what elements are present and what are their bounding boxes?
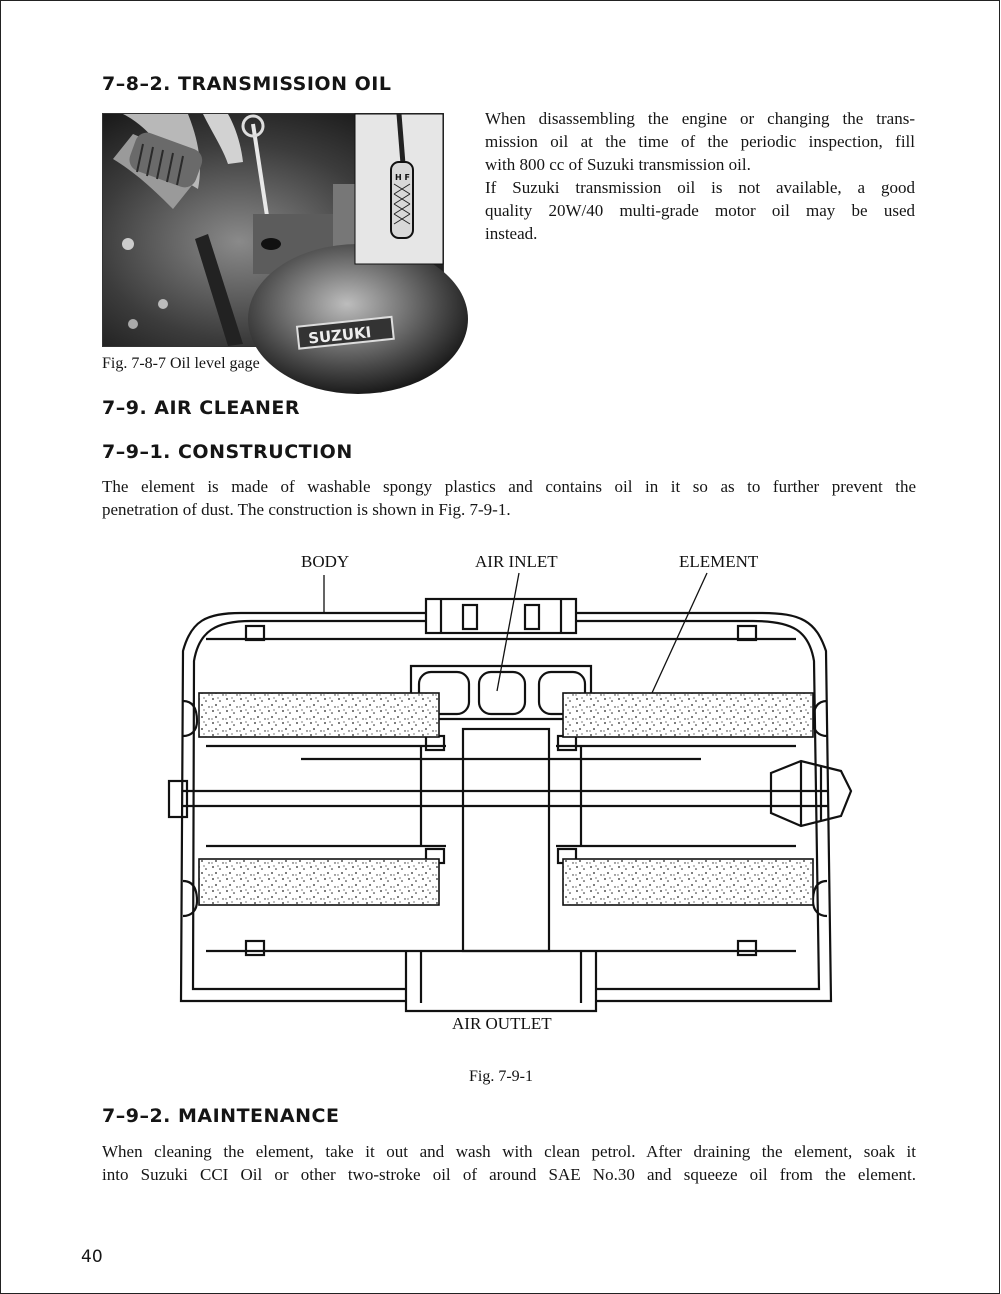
text-line: with 800 cc of Suzuki transmission oil.: [485, 155, 751, 174]
transmission-oil-paragraph: [485, 107, 915, 245]
heading-transmission-oil: 7–8–2. TRANSMISSION OIL: [102, 73, 392, 95]
text-line: mission oil at the time of the periodic inspection, fill: [485, 132, 915, 151]
diagram-caption: Fig. 7-9-1: [469, 1068, 533, 1085]
text-line: When disassembling the engine or changing the trans-: [485, 109, 915, 128]
label-body: BODY: [301, 552, 350, 571]
housing-body: [169, 599, 851, 1011]
page-number: 40: [81, 1247, 103, 1267]
text-line: The element is made of washable spongy plastics and contains oil in it so as to further prevent the: [102, 477, 916, 496]
text-line: quality 20W/40 multi-grade motor oil may be used: [485, 201, 915, 220]
air-cleaner-diagram: [1, 541, 1001, 1085]
photo-logo-text: SUZUKI: [307, 323, 373, 348]
oil-level-gage-photo: [102, 113, 444, 347]
maintenance-paragraph: [102, 1140, 916, 1186]
text-line: instead.: [485, 224, 538, 243]
label-air-outlet: AIR OUTLET: [452, 1014, 552, 1033]
label-element: ELEMENT: [679, 552, 759, 571]
filter-element: [199, 693, 813, 905]
text-line: If Suzuki transmission oil is not available, a good: [485, 178, 915, 197]
construction-paragraph: [102, 475, 916, 521]
photo-caption: Fig. 7-8-7 Oil level gage: [102, 355, 260, 372]
text-line: When cleaning the element, take it out and wash with clean petrol. After draining the element, soak it: [102, 1142, 916, 1161]
heading-air-cleaner: 7–9. AIR CLEANER: [102, 397, 301, 419]
heading-maintenance: 7–9–2. MAINTENANCE: [102, 1105, 340, 1127]
text-line: into Suzuki CCI Oil or other two-stroke oil of around SAE No.30 and squeeze oil from the element.: [102, 1165, 916, 1184]
text-line: penetration of dust. The construction is shown in Fig. 7-9-1.: [102, 500, 511, 519]
heading-construction: 7–9–1. CONSTRUCTION: [102, 441, 353, 463]
dipstick-marks: H F: [395, 173, 410, 182]
label-air-inlet: AIR INLET: [475, 552, 558, 571]
